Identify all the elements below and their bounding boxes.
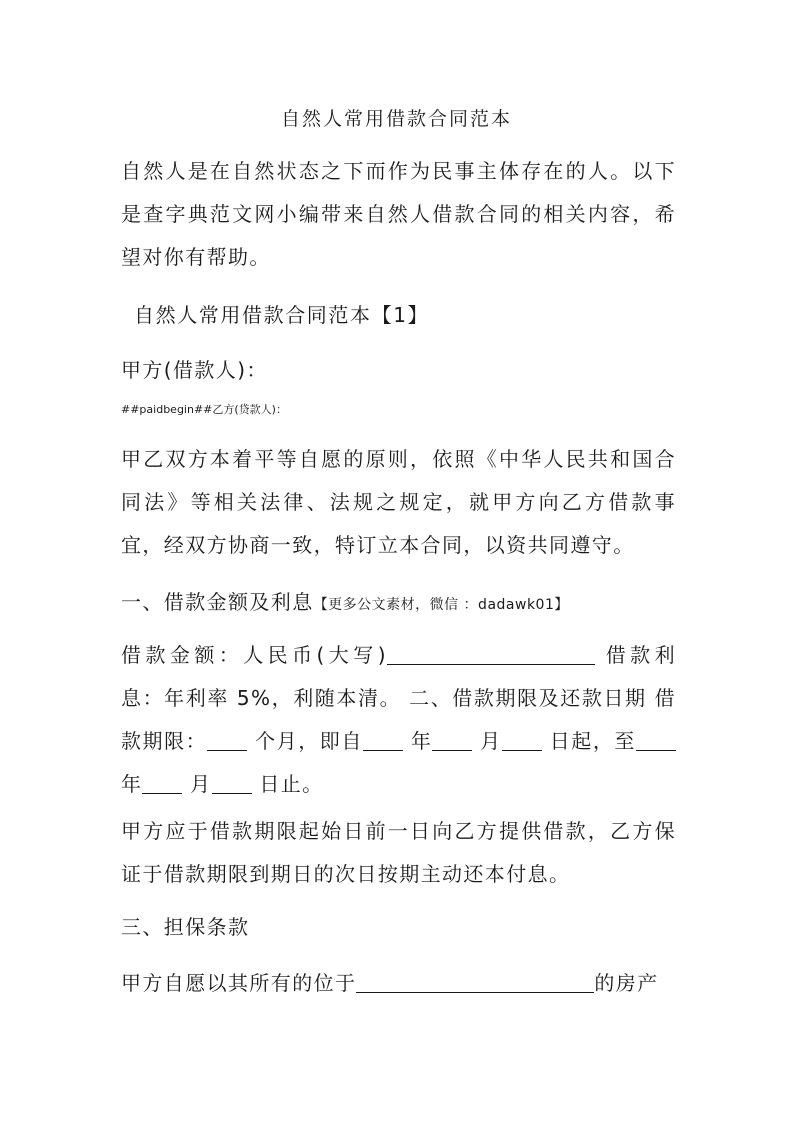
section-1-title: 一、借款金额及利息 — [121, 590, 314, 614]
start-year-blank — [363, 728, 403, 751]
promo-note: 【更多公文素材，微信 ：dadawk01】 — [313, 597, 569, 613]
amount-after-blank: 借款利息：年利率 5%，利随本清。 二、借款期限及还款日期 借款期限： — [121, 643, 676, 753]
section-1-heading — [121, 581, 676, 627]
term-months-blank — [207, 728, 247, 751]
amount-prefix: 借款金额：人民币(大写) — [121, 643, 387, 667]
start-year-text: 年 — [402, 729, 433, 753]
guarantee-suffix: 的房产 — [594, 971, 659, 995]
end-day-blank — [212, 771, 252, 794]
document-title: 自然人常用借款合同范本 — [280, 108, 512, 130]
start-day-blank — [502, 728, 542, 751]
amount-blank — [387, 642, 595, 665]
end-year-blank — [636, 728, 676, 751]
party-b-label: ##paidbegin##乙方(贷款人)： — [121, 403, 287, 416]
guarantee-prefix: 甲方自愿以其所有的位于 — [121, 971, 357, 995]
party-a-label: 甲方(借款人)： — [121, 358, 268, 382]
start-month-text: 月 — [472, 729, 502, 753]
amount-and-term-paragraph — [121, 634, 676, 806]
property-location-blank — [356, 970, 594, 993]
end-month-blank — [142, 771, 182, 794]
intro-paragraph: 自然人是在自然状态之下而作为民事主体存在的人。以下是查字典范文网小编带来自然人借款合同的相关内容，希望对你有帮助。 — [121, 159, 676, 269]
start-month-blank — [432, 728, 472, 751]
term-month-text: 个月，即自 — [247, 729, 363, 753]
end-month-text: 月 — [182, 772, 212, 796]
section-3-heading: 三、担保条款 — [121, 915, 250, 939]
end-year-text: 年 — [121, 772, 143, 796]
end-day-text: 日止。 — [251, 772, 324, 796]
guarantee-paragraph — [121, 962, 676, 1005]
repayment-duty-paragraph: 甲方应于借款期限起始日前一日向乙方提供借款，乙方保证于借款期限到期日的次日按期主动还本付息。 — [121, 819, 676, 886]
start-day-text: 日起，至 — [541, 729, 636, 753]
contract-subtitle: 自然人常用借款合同范本【1】 — [134, 303, 430, 327]
agreement-paragraph: 甲乙双方本着平等自愿的原则，依照《中华人民共和国合同法》等相关法律、法规之规定，就甲方向乙方借款事宜，经双方协商一致，特订立本合同，以资共同遵守。 — [121, 447, 676, 557]
